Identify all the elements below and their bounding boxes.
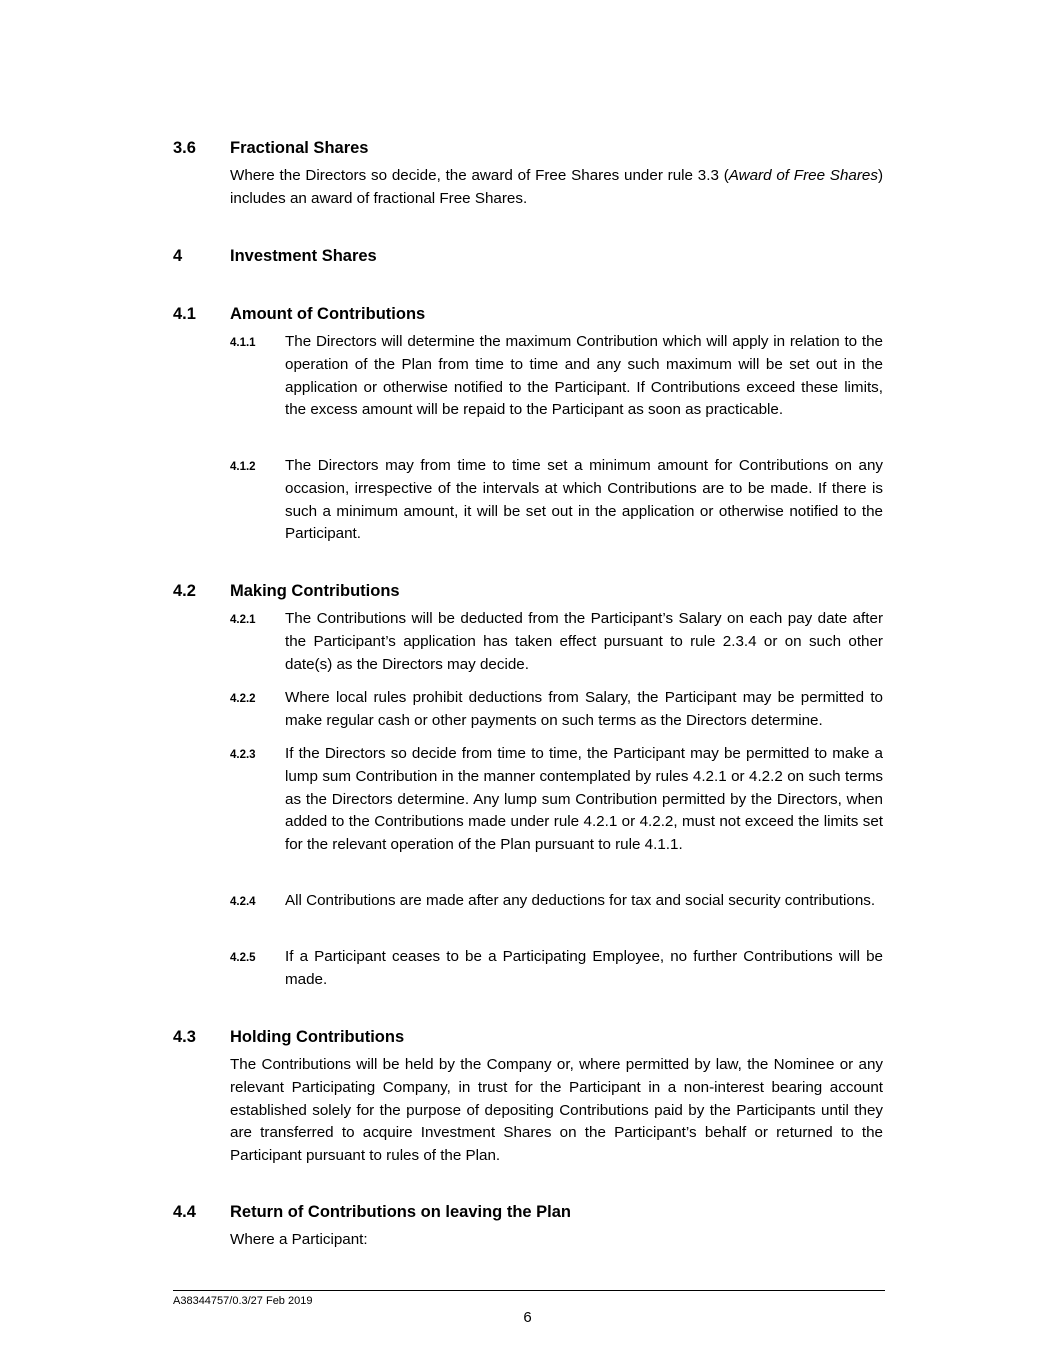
section-number: 4.2	[173, 582, 196, 600]
subclause-text: The Directors will determine the maximum Contribution which will apply in relation to the operation of the Plan from time to time and any such maximum will be set out in the application or otherwise notified to the Participant. If Contributions exceed these limits, the excess amount will be repaid to the Participant as soon as practicable.	[285, 333, 883, 419]
section-title: Investment Shares	[230, 247, 377, 265]
subclause-4-1-2	[230, 455, 883, 546]
section-number: 4.4	[173, 1203, 196, 1221]
section-paragraph-4-3: The Contributions will be held by the Company or, where permitted by law, the Nominee or any relevant Participating Company, in trust for the Participant in a non-interest bearing account established solely for the purpose of depositing Contributions paid by the Participants until they are transferred to acquire Investment Shares on the Participant’s behalf or returned to the Participant pursuant to rules of the Plan.	[230, 1056, 883, 1165]
subclause-number: 4.2.5	[230, 952, 256, 964]
subclause-text: Where local rules prohibit deductions from Salary, the Participant may be permitted to make regular cash or other payments on such terms as the Directors determine.	[285, 689, 883, 729]
subclause-4-2-3	[230, 743, 883, 857]
section-title: Making Contributions	[230, 582, 400, 600]
subclause-number: 4.2.4	[230, 896, 256, 908]
subclause-number: 4.1.2	[230, 461, 256, 473]
section-number: 4.1	[173, 305, 196, 323]
subclause-text: If the Directors so decide from time to time, the Participant may be permitted to make a lump sum Contribution in the manner contemplated by rules 4.2.1 or 4.2.2 on such terms as the Directors determine. Any lump sum Contribution permitted by the Directors, when added to the Contributions made under rule 4.2.1 or 4.2.2, must not exceed the limits set for the relevant operation of the Plan pursuant to rule 4.1.1.	[285, 745, 883, 854]
subclause-4-2-4	[230, 890, 883, 913]
subclause-text: The Contributions will be deducted from the Participant’s Salary on each pay date after the Participant’s application has taken effect pursuant to rule 2.3.4 or on such other date(s) as the Directors may decide.	[285, 610, 883, 673]
section-number: 4	[173, 247, 183, 265]
section-title: Holding Contributions	[230, 1028, 405, 1046]
section-paragraph-3-6	[230, 165, 883, 211]
footer-divider	[173, 1290, 885, 1291]
page-number: 6	[523, 1309, 532, 1326]
paragraph-text: ) includes an award of fractional Free Shares.	[230, 167, 883, 207]
rule-reference-title: Award of Free Shares	[728, 167, 878, 184]
subclause-4-2-2	[230, 687, 883, 733]
subclause-number: 4.2.2	[230, 693, 256, 705]
subclause-4-2-1	[230, 608, 883, 676]
section-title: Amount of Contributions	[230, 305, 426, 323]
section-paragraph-4-4: Where a Participant:	[230, 1231, 368, 1248]
subclause-text: The Directors may from time to time set a minimum amount for Contributions on any occasion, irrespective of the intervals at which Contributions are to be made. If there is such a minimum amount, it will be set out in the application or otherwise notified to the Participant.	[285, 457, 883, 543]
section-title: Return of Contributions on leaving the Plan	[230, 1203, 571, 1221]
subclause-text: All Contributions are made after any deductions for tax and social security contributions.	[285, 892, 876, 909]
section-title: Fractional Shares	[230, 139, 369, 157]
subclause-4-2-5	[230, 946, 883, 992]
paragraph-text: Where the Directors so decide, the award of Free Shares under rule 3.3 (	[230, 167, 729, 184]
subclause-number: 4.1.1	[230, 337, 256, 349]
section-number: 4.3	[173, 1028, 196, 1046]
subclause-4-1-1	[230, 331, 883, 422]
section-number: 3.6	[173, 139, 196, 157]
subclause-number: 4.2.3	[230, 749, 256, 761]
subclause-text: If a Participant ceases to be a Participating Employee, no further Contributions will be made.	[285, 948, 883, 988]
subclause-number: 4.2.1	[230, 614, 256, 626]
document-reference: A38344757/0.3/27 Feb 2019	[173, 1295, 313, 1307]
